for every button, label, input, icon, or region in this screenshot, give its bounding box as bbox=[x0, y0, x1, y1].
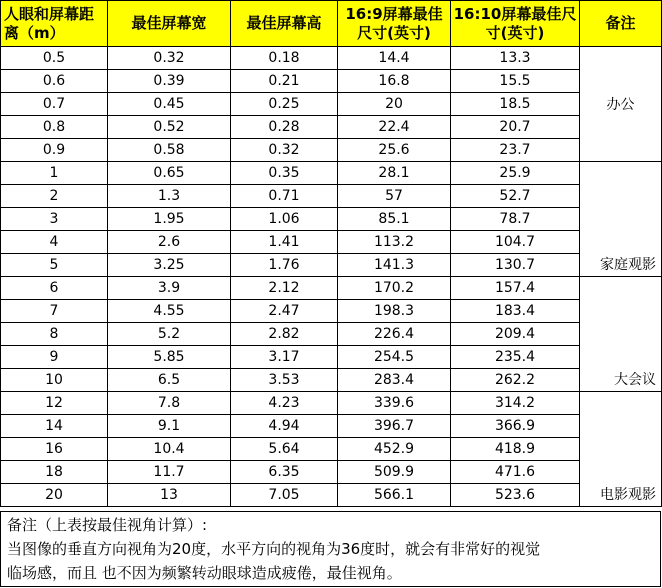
cell-size-16-10[interactable]: 523.6 bbox=[451, 484, 580, 507]
cell-distance[interactable]: 8 bbox=[1, 323, 108, 346]
cell-height[interactable]: 0.28 bbox=[231, 116, 338, 139]
cell-height[interactable]: 0.21 bbox=[231, 70, 338, 93]
cell-size-16-9[interactable]: 14.4 bbox=[338, 47, 451, 70]
cell-width[interactable]: 0.45 bbox=[108, 93, 231, 116]
cell-size-16-10[interactable]: 25.9 bbox=[451, 162, 580, 185]
cell-size-16-10[interactable]: 13.3 bbox=[451, 47, 580, 70]
cell-distance[interactable]: 14 bbox=[1, 415, 108, 438]
footer-line-3: 临场感，而且 也不因为频繁转动眼球造成疲倦，最佳视角。 bbox=[7, 564, 402, 582]
cell-size-16-10[interactable]: 235.4 bbox=[451, 346, 580, 369]
table-row bbox=[1, 208, 662, 231]
cell-height[interactable]: 0.18 bbox=[231, 47, 338, 70]
cell-width[interactable]: 2.6 bbox=[108, 231, 231, 254]
cell-size-16-9[interactable]: 57 bbox=[338, 185, 451, 208]
cell-size-16-9[interactable]: 509.9 bbox=[338, 461, 451, 484]
cell-height[interactable]: 5.64 bbox=[231, 438, 338, 461]
cell-size-16-9[interactable]: 16.8 bbox=[338, 70, 451, 93]
cell-size-16-9[interactable]: 170.2 bbox=[338, 277, 451, 300]
cell-width[interactable]: 13 bbox=[108, 484, 231, 507]
cell-distance[interactable]: 0.5 bbox=[1, 47, 108, 70]
cell-width[interactable]: 7.8 bbox=[108, 392, 231, 415]
table-row bbox=[1, 47, 662, 70]
cell-distance[interactable]: 0.9 bbox=[1, 139, 108, 162]
cell-height[interactable]: 6.35 bbox=[231, 461, 338, 484]
cell-size-16-10[interactable]: 52.7 bbox=[451, 185, 580, 208]
cell-size-16-9[interactable]: 113.2 bbox=[338, 231, 451, 254]
cell-size-16-10[interactable]: 78.7 bbox=[451, 208, 580, 231]
cell-distance[interactable]: 6 bbox=[1, 277, 108, 300]
cell-size-16-10[interactable]: 157.4 bbox=[451, 277, 580, 300]
cell-width[interactable]: 5.85 bbox=[108, 346, 231, 369]
cell-width[interactable]: 10.4 bbox=[108, 438, 231, 461]
header-size-16-9[interactable]: 16:9屏幕最佳尺寸(英寸) bbox=[338, 1, 451, 47]
cell-height[interactable]: 2.12 bbox=[231, 277, 338, 300]
cell-size-16-10[interactable]: 366.9 bbox=[451, 415, 580, 438]
header-size-16-10[interactable]: 16:10屏幕最佳尺寸(英寸) bbox=[451, 1, 580, 47]
cell-height[interactable]: 0.71 bbox=[231, 185, 338, 208]
cell-size-16-9[interactable]: 28.1 bbox=[338, 162, 451, 185]
cell-size-16-10[interactable]: 418.9 bbox=[451, 438, 580, 461]
cell-size-16-10[interactable]: 471.6 bbox=[451, 461, 580, 484]
table-row bbox=[1, 231, 662, 254]
cell-width[interactable]: 1.95 bbox=[108, 208, 231, 231]
cell-width[interactable]: 0.32 bbox=[108, 47, 231, 70]
cell-height[interactable]: 0.32 bbox=[231, 139, 338, 162]
cell-size-16-10[interactable]: 130.7 bbox=[451, 254, 580, 277]
cell-size-16-10[interactable]: 18.5 bbox=[451, 93, 580, 116]
cell-distance[interactable]: 0.7 bbox=[1, 93, 108, 116]
table-row bbox=[1, 323, 662, 346]
cell-width[interactable]: 6.5 bbox=[108, 369, 231, 392]
cell-distance[interactable]: 10 bbox=[1, 369, 108, 392]
table-row bbox=[1, 162, 662, 185]
footer-line-1: 备注（上表按最佳视角计算）: bbox=[7, 516, 208, 534]
table-row bbox=[1, 346, 662, 369]
cell-width[interactable]: 11.7 bbox=[108, 461, 231, 484]
cell-width[interactable]: 9.1 bbox=[108, 415, 231, 438]
cell-width[interactable]: 1.3 bbox=[108, 185, 231, 208]
cell-size-16-9[interactable]: 25.6 bbox=[338, 139, 451, 162]
header-distance[interactable]: 人眼和屏幕距离（m） bbox=[1, 1, 108, 47]
table-body bbox=[1, 47, 662, 507]
cell-height[interactable]: 1.06 bbox=[231, 208, 338, 231]
table-row bbox=[1, 185, 662, 208]
cell-height[interactable]: 1.41 bbox=[231, 231, 338, 254]
header-height[interactable]: 最佳屏幕高 bbox=[231, 1, 338, 47]
cell-height[interactable]: 0.25 bbox=[231, 93, 338, 116]
cell-size-16-10[interactable]: 15.5 bbox=[451, 70, 580, 93]
cell-size-16-10[interactable]: 104.7 bbox=[451, 231, 580, 254]
cell-distance[interactable]: 5 bbox=[1, 254, 108, 277]
cell-distance[interactable]: 7 bbox=[1, 300, 108, 323]
header-note[interactable]: 备注 bbox=[580, 1, 662, 47]
cell-height[interactable]: 4.23 bbox=[231, 392, 338, 415]
cell-distance[interactable]: 16 bbox=[1, 438, 108, 461]
cell-size-16-9[interactable]: 85.1 bbox=[338, 208, 451, 231]
cell-width[interactable]: 0.58 bbox=[108, 139, 231, 162]
cell-distance[interactable]: 1 bbox=[1, 162, 108, 185]
cell-distance[interactable]: 0.8 bbox=[1, 116, 108, 139]
cell-note-cinema[interactable]: 电影观影 bbox=[580, 392, 662, 507]
cell-size-16-9[interactable]: 141.3 bbox=[338, 254, 451, 277]
table-row bbox=[1, 70, 662, 93]
cell-size-16-10[interactable]: 20.7 bbox=[451, 116, 580, 139]
cell-width[interactable]: 0.52 bbox=[108, 116, 231, 139]
cell-note-office[interactable]: 办公 bbox=[580, 47, 662, 162]
cell-size-16-10[interactable]: 262.2 bbox=[451, 369, 580, 392]
cell-width[interactable]: 0.65 bbox=[108, 162, 231, 185]
cell-height[interactable]: 4.94 bbox=[231, 415, 338, 438]
cell-size-16-9[interactable]: 566.1 bbox=[338, 484, 451, 507]
cell-size-16-9[interactable]: 198.3 bbox=[338, 300, 451, 323]
table-row bbox=[1, 277, 662, 300]
cell-size-16-9[interactable]: 283.4 bbox=[338, 369, 451, 392]
cell-size-16-9[interactable]: 452.9 bbox=[338, 438, 451, 461]
cell-height[interactable]: 3.53 bbox=[231, 369, 338, 392]
cell-distance[interactable]: 3 bbox=[1, 208, 108, 231]
cell-note-conference[interactable]: 大会议 bbox=[580, 277, 662, 392]
cell-height[interactable]: 1.76 bbox=[231, 254, 338, 277]
cell-distance[interactable]: 0.6 bbox=[1, 70, 108, 93]
cell-size-16-9[interactable]: 20 bbox=[338, 93, 451, 116]
cell-height[interactable]: 3.17 bbox=[231, 346, 338, 369]
footer-note[interactable] bbox=[0, 511, 661, 587]
cell-width[interactable]: 3.9 bbox=[108, 277, 231, 300]
table-row bbox=[1, 116, 662, 139]
cell-distance[interactable]: 12 bbox=[1, 392, 108, 415]
cell-size-16-10[interactable]: 209.4 bbox=[451, 323, 580, 346]
cell-size-16-10[interactable]: 314.2 bbox=[451, 392, 580, 415]
cell-distance[interactable]: 20 bbox=[1, 484, 108, 507]
cell-height[interactable]: 7.05 bbox=[231, 484, 338, 507]
cell-size-16-9[interactable]: 339.6 bbox=[338, 392, 451, 415]
cell-note-home-theater[interactable]: 家庭观影 bbox=[580, 162, 662, 277]
cell-distance[interactable]: 4 bbox=[1, 231, 108, 254]
table-row bbox=[1, 369, 662, 392]
cell-width[interactable]: 0.39 bbox=[108, 70, 231, 93]
table-row bbox=[1, 392, 662, 415]
cell-size-16-9[interactable]: 22.4 bbox=[338, 116, 451, 139]
table-row bbox=[1, 139, 662, 162]
cell-distance[interactable]: 9 bbox=[1, 346, 108, 369]
table-row bbox=[1, 415, 662, 438]
table-row bbox=[1, 254, 662, 277]
cell-size-16-9[interactable]: 396.7 bbox=[338, 415, 451, 438]
cell-height[interactable]: 2.82 bbox=[231, 323, 338, 346]
footer-line-2: 当图像的垂直方向视角为20度，水平方向的视角为36度时，就会有非常好的视觉 bbox=[7, 540, 541, 558]
cell-distance[interactable]: 18 bbox=[1, 461, 108, 484]
cell-size-16-9[interactable]: 226.4 bbox=[338, 323, 451, 346]
table-row bbox=[1, 93, 662, 116]
table-row bbox=[1, 484, 662, 507]
cell-size-16-9[interactable]: 254.5 bbox=[338, 346, 451, 369]
header-row bbox=[1, 1, 662, 47]
cell-size-16-10[interactable]: 23.7 bbox=[451, 139, 580, 162]
table-row bbox=[1, 438, 662, 461]
table-row bbox=[1, 300, 662, 323]
cell-height[interactable]: 0.35 bbox=[231, 162, 338, 185]
table-row bbox=[1, 461, 662, 484]
cell-width[interactable]: 4.55 bbox=[108, 300, 231, 323]
cell-height[interactable]: 2.47 bbox=[231, 300, 338, 323]
cell-size-16-10[interactable]: 183.4 bbox=[451, 300, 580, 323]
cell-distance[interactable]: 2 bbox=[1, 185, 108, 208]
cell-width[interactable]: 5.2 bbox=[108, 323, 231, 346]
cell-width[interactable]: 3.25 bbox=[108, 254, 231, 277]
header-width[interactable]: 最佳屏幕宽 bbox=[108, 1, 231, 47]
